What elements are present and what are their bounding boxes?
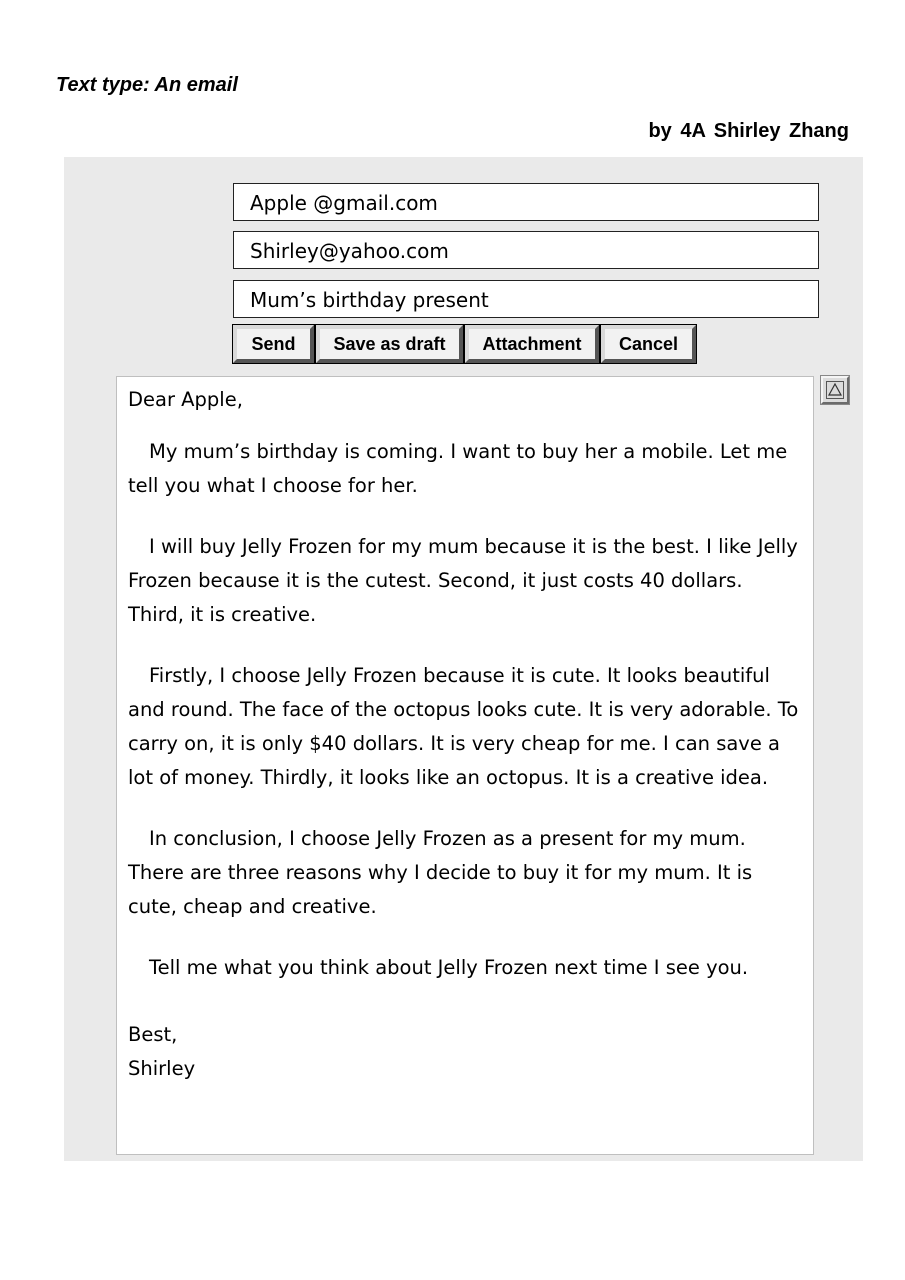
from-field[interactable]: Shirley@yahoo.com bbox=[233, 231, 819, 269]
save-draft-button[interactable]: Save as draft bbox=[315, 324, 464, 364]
signature-text: Shirley bbox=[128, 1057, 196, 1080]
action-toolbar bbox=[232, 324, 697, 364]
subject-field[interactable]: Mum’s birthday present bbox=[233, 280, 819, 318]
to-field[interactable]: Apple @gmail.com bbox=[233, 183, 819, 221]
body-paragraph: My mum’s birthday is coming. I want to buy her a mobile. Let me tell you what I choose for her. bbox=[128, 440, 788, 497]
attachment-button[interactable]: Attachment bbox=[464, 324, 600, 364]
greeting-text: Dear Apple, bbox=[128, 388, 243, 411]
email-compose-window bbox=[64, 157, 863, 1161]
body-paragraph: I will buy Jelly Frozen for my mum because it is the best. I like Jelly Frozen because it is the cutest. Second, it just costs 40 dollars. Third, it is creative. bbox=[128, 535, 798, 626]
body-paragraph: Firstly, I choose Jelly Frozen because it is cute. It looks beautiful and round. The face of the octopus looks cute. It is very adorable. To carry on, it is only $40 dollars. It is very cheap for me. I can save a lot of money. Thirdly, it looks like an octopus. It is a creative idea. bbox=[128, 664, 799, 789]
message-body[interactable] bbox=[116, 376, 814, 1155]
cancel-button[interactable]: Cancel bbox=[600, 324, 697, 364]
scroll-up-button[interactable] bbox=[821, 376, 849, 404]
body-paragraph: In conclusion, I choose Jelly Frozen as a present for my mum. There are three reasons why I decide to buy it for my mum. It is cute, cheap and creative. bbox=[128, 827, 753, 918]
signoff-text: Best, bbox=[128, 1023, 178, 1046]
send-button[interactable]: Send bbox=[232, 324, 315, 364]
text-type-heading: Text type: An email bbox=[56, 74, 238, 96]
triangle-up-icon bbox=[825, 380, 845, 400]
body-paragraph: Tell me what you think about Jelly Frozen next time I see you. bbox=[149, 956, 749, 979]
author-byline: by 4A Shirley Zhang bbox=[648, 120, 849, 142]
